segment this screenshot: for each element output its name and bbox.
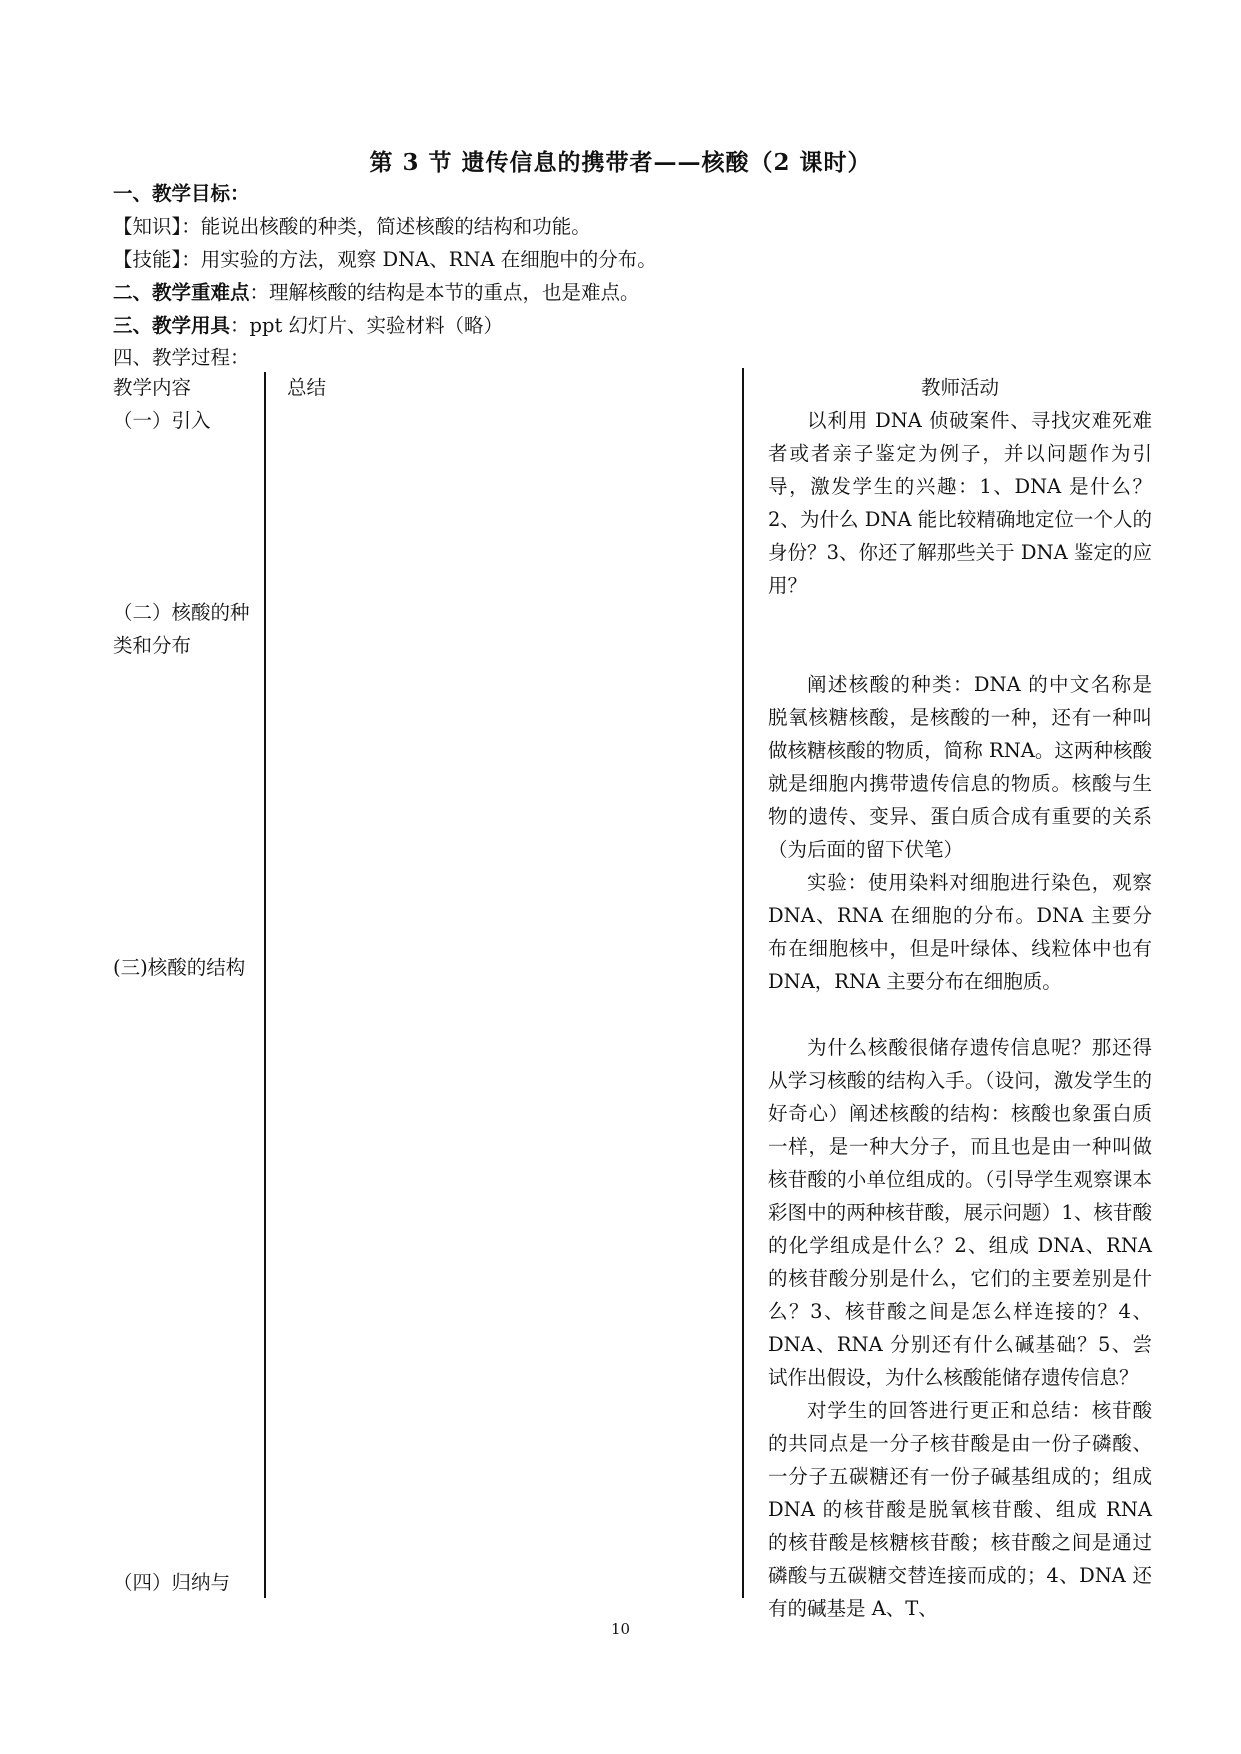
process-heading: 四、教学过程：: [113, 346, 250, 369]
column-divider-left: [264, 372, 266, 1598]
section-intro-label: （一）引入: [113, 409, 211, 432]
tools-line: [113, 309, 503, 342]
key-points-text: ：理解核酸的结构是本节的重点，也是难点。: [249, 281, 640, 304]
teacher-paragraph: 阐述核酸的种类：DNA 的中文名称是脱氧核糖核酸，是核酸的一种，还有一种叫做核糖核酸的物质，简称 RNA。这两种核酸就是细胞内携带遗传信息的物质。核酸与生物的遗传、变异、蛋白质合成有重要的关系（为后面的留下伏笔）: [768, 673, 1152, 861]
teacher-paragraph: 实验：使用染料对细胞进行染色，观察 DNA、RNA 在细胞的分布。DNA 主要分布在细胞核中，但是叶绿体、线粒体中也有 DNA，RNA 主要分布在细胞质。: [768, 871, 1152, 993]
teacher-paragraph: 对学生的回答进行更正和总结：核苷酸的共同点是一分子核苷酸是由一份子磷酸、一分子五碳糖还有一份子碱基组成的；组成 DNA 的核苷酸是脱氧核苷酸、组成 RNA 的核苷酸是核糖核苷酸；核苷酸之间是通过磷酸与五碳糖交替连接而成的；4、DNA 还有的碱基是 A、T、: [768, 1399, 1152, 1620]
teacher-activity-column: [768, 404, 1152, 1625]
knowledge-line: [113, 210, 591, 243]
key-points-heading: 二、教学重难点: [113, 281, 250, 304]
tools-text: ：ppt 幻灯片、实验材料（略）: [230, 314, 504, 337]
teacher-paragraph: 为什么核酸很储存遗传信息呢？那还得从学习核酸的结构入手。（设问，激发学生的好奇心）阐述核酸的结构：核酸也象蛋白质一样，是一种大分子，而且也是由一种叫做核苷酸的小单位组成的。（引导学生观察课本彩图中的两种核苷酸，展示问题）1、核苷酸的化学组成是什么？2、组成 DNA、RNA 的核苷酸分别是什么，它们的主要差别是什么？3、核苷酸之间是怎么样连接的？4、DNA、RNA 分别还有什么碱基础？5、尝试作出假设，为什么核酸能储存遗传信息？: [768, 1036, 1152, 1389]
section-structure-label: (三)核酸的结构: [113, 956, 246, 979]
section-types-label: （二）核酸的种类和分布: [113, 601, 250, 657]
teacher-paragraph: 以利用 DNA 侦破案件、寻找灾难死难者或者亲子鉴定为例子，并以问题作为引导，激发学生的兴趣：1、DNA 是什么？2、为什么 DNA 能比较精确地定位一个人的身份？3、你还了解那些关于 DNA 鉴定的应用？: [768, 409, 1152, 597]
column-divider-right: [742, 368, 744, 1598]
knowledge-text: ：能说出核酸的种类，简述核酸的结构和功能。: [181, 215, 591, 238]
key-points-line: [113, 276, 640, 309]
page-number: 10: [610, 1620, 631, 1638]
skill-line: [113, 243, 657, 276]
page-title: 第 3 节 遗传信息的携带者——核酸（2 课时）: [369, 149, 872, 176]
section-summary-label: （四）归纳与: [113, 1571, 231, 1594]
tools-heading: 三、教学用具: [113, 314, 231, 337]
column-header-content: 教学内容: [113, 376, 192, 399]
knowledge-tag: 【知识】: [113, 215, 182, 238]
skill-tag: 【技能】: [113, 248, 182, 271]
objectives-heading: [113, 177, 250, 210]
skill-text: ：用实验的方法，观察 DNA、RNA 在细胞中的分布。: [181, 248, 657, 271]
objectives-heading-text: 一、教学目标：: [113, 182, 250, 205]
column-header-teacher: 教师活动: [920, 376, 999, 399]
column-header-summary: 总结: [287, 376, 327, 399]
